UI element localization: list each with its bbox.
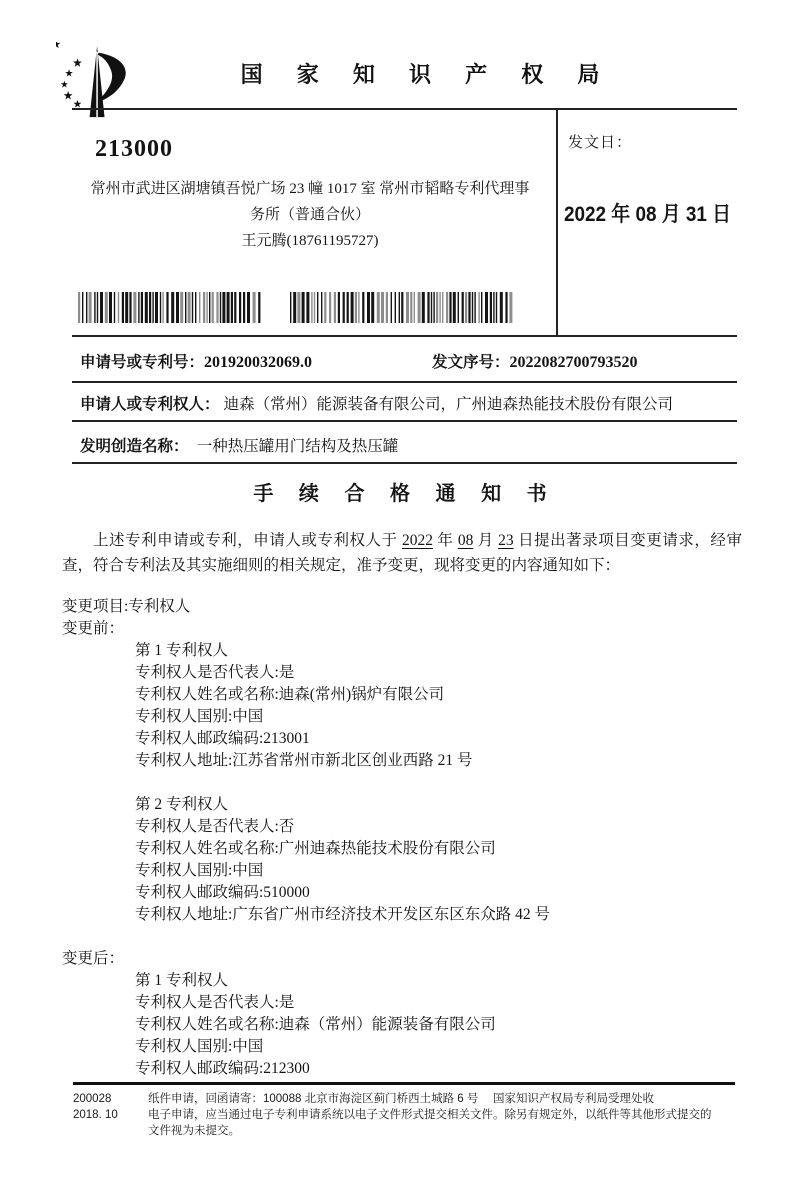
change-item-label: 变更项目:专利权人	[62, 598, 191, 615]
request-year: 2022	[401, 532, 433, 549]
request-month: 08	[457, 532, 474, 549]
spacer	[62, 772, 742, 794]
dispatch-serial-row	[432, 350, 638, 372]
datebox-divider	[556, 108, 558, 337]
datebox-bottom-rule	[72, 335, 737, 337]
notice-title: 手 续 合 格 通 知 书	[253, 483, 557, 505]
dispatch-date-value: 2022 年 08 月 31 日	[564, 203, 732, 226]
list-item: 专利权人邮政编码:212300	[135, 1060, 310, 1077]
before-patentee-2	[135, 794, 742, 926]
list-item: 专利权人姓名或名称:广州迪森热能技术股份有限公司	[135, 840, 496, 857]
mailing-address	[75, 176, 545, 254]
list-item: 专利权人邮政编码:213001	[135, 730, 310, 747]
footer-rule	[73, 1082, 735, 1085]
agency-title: 国 家 知 识 产 权 局	[240, 62, 614, 87]
applicant-label: 申请人或专利权人：	[80, 396, 220, 413]
list-item: 专利权人地址:江苏省常州市新北区创业西路 21 号	[135, 752, 473, 769]
applicant-row	[80, 392, 673, 414]
list-item: 第 1 专利权人	[135, 972, 229, 989]
list-item: 专利权人国别:中国	[135, 708, 264, 725]
applicant-value: 迪森（常州）能源装备有限公司，广州迪森热能技术股份有限公司	[223, 396, 674, 413]
row-rule-3	[72, 462, 737, 464]
dispatch-date-label: 发文日：	[568, 135, 633, 151]
change-after-label: 变更后：	[62, 950, 125, 967]
request-day: 23	[498, 532, 514, 549]
footer-note-line2: 电子申请，应当通过电子专利申请系统以电子文件形式提交相关文件。除另有规定外，以纸件等其他形式提交的	[148, 1109, 712, 1121]
list-item: 第 2 专利权人	[135, 796, 229, 813]
list-item: 专利权人邮政编码:510000	[135, 884, 310, 901]
list-item: 专利权人是否代表人:是	[135, 664, 295, 681]
mailing-address-line2: 务所（普通合伙）	[249, 207, 370, 223]
list-item: 专利权人国别:中国	[135, 862, 264, 879]
notice-paragraph-seg4: 日提出著录项目变更请求，经审查，符合专利法及其实施细则的相关规定，准予变更，现将变更的内容通知如下：	[62, 532, 742, 574]
spacer	[62, 926, 742, 948]
barcode-left	[78, 292, 263, 323]
list-item: 专利权人是否代表人:是	[135, 994, 295, 1011]
footer-notes	[148, 1091, 793, 1139]
header-rule	[72, 108, 737, 110]
dispatch-serial-label: 发文序号：	[432, 354, 510, 371]
invention-title-value: 一种热压罐用门结构及热压罐	[196, 438, 399, 455]
list-item: 专利权人地址:广东省广州市经济技术开发区东区东众路 42 号	[135, 906, 551, 923]
footer-form-info	[73, 1091, 118, 1123]
row-rule-2	[72, 420, 737, 422]
invention-title-label: 发明创造名称：	[80, 438, 181, 455]
footer-note-line3: 文件视为未提交。	[148, 1125, 240, 1137]
notice-paragraph-seg3: 月	[473, 532, 499, 549]
invention-title-row	[80, 433, 398, 456]
list-item: 专利权人是否代表人:否	[135, 818, 295, 835]
mailing-recipient: 王元腾(18761195727)	[241, 233, 379, 249]
application-number-label: 申请号或专利号：	[80, 354, 205, 371]
list-item: 第 1 专利权人	[135, 642, 229, 659]
list-item: 专利权人姓名或名称:迪森（常州）能源装备有限公司	[135, 1016, 496, 1033]
notice-paragraph-seg2: 年	[432, 532, 458, 549]
change-before-label: 变更前：	[62, 620, 125, 637]
dispatch-serial-value: 2022082700793520	[509, 354, 638, 371]
application-number-value: 201920032069.0	[204, 354, 313, 371]
footer-note-line1: 纸件申请，回函请寄：100088 北京市海淀区蓟门桥西土城路 6 号 国家知识产权局专利局受理处收	[148, 1093, 655, 1105]
notice-paragraph-seg1: 上述专利申请或专利，申请人或专利权人于	[93, 532, 402, 549]
application-number-row	[80, 350, 312, 372]
after-patentee-1	[135, 970, 742, 1080]
change-details	[62, 596, 742, 1080]
mailing-address-line1: 常州市武进区湖塘镇吾悦广场 23 幢 1017 室 常州市韬略专利代理事	[90, 181, 530, 197]
row-rule-1	[72, 381, 737, 383]
list-item: 专利权人姓名或名称:迪森(常州)锅炉有限公司	[135, 686, 445, 703]
list-item: 专利权人国别:中国	[135, 1038, 264, 1055]
mailing-postal-code: 213000	[95, 136, 173, 162]
footer-form-code: 200028	[73, 1093, 112, 1105]
before-patentee-1	[135, 640, 742, 772]
barcode-right	[290, 292, 516, 323]
notice-paragraph	[62, 528, 742, 578]
footer-form-date: 2018. 10	[73, 1109, 118, 1121]
